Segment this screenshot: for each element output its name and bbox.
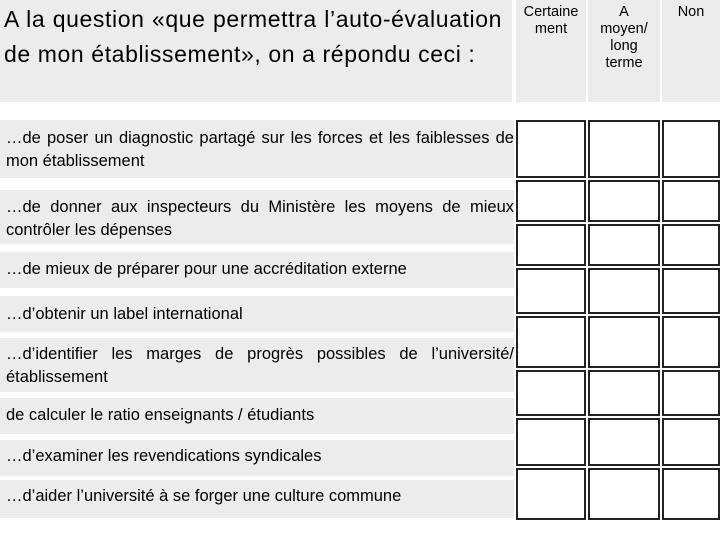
answer-grid xyxy=(516,120,720,520)
question-8: …d’aider l’université à se forger une culture commune xyxy=(6,487,402,505)
question-1: …de poser un diagnostic partagé sur les forces et les faiblesses de mon établissement xyxy=(6,129,514,170)
question-7: …d’examiner les revendications syndicales xyxy=(6,447,322,465)
answer-cell-moyen-long-terme[interactable] xyxy=(588,316,660,368)
answer-cell-non[interactable] xyxy=(662,224,720,266)
answer-cell-non[interactable] xyxy=(662,120,720,178)
answer-cell-certainement[interactable] xyxy=(516,418,586,466)
question-3: …de mieux de préparer pour une accréditation externe xyxy=(6,260,407,278)
page-title: A la question «que permettra l’auto-évaluation de mon établissement», on a répondu ceci : xyxy=(4,6,502,67)
column-header-moyen-long-terme: A moyen/ long terme xyxy=(588,0,660,102)
column-header-certainement: Certaine ment xyxy=(516,0,586,102)
answer-cell-non[interactable] xyxy=(662,316,720,368)
answer-cell-moyen-long-terme[interactable] xyxy=(588,268,660,314)
answer-cell-non[interactable] xyxy=(662,370,720,416)
question-6: de calculer le ratio enseignants / étudiants xyxy=(6,406,315,424)
question-2: …de donner aux inspecteurs du Ministère les moyens de mieux contrôler les dépenses xyxy=(6,198,514,239)
answer-cell-moyen-long-terme[interactable] xyxy=(588,468,660,520)
answer-cell-moyen-long-terme[interactable] xyxy=(588,120,660,178)
title-box xyxy=(0,0,512,102)
answer-cell-certainement[interactable] xyxy=(516,468,586,520)
answer-cell-non[interactable] xyxy=(662,418,720,466)
answer-cell-moyen-long-terme[interactable] xyxy=(588,224,660,266)
answer-cell-certainement[interactable] xyxy=(516,268,586,314)
answer-cell-non[interactable] xyxy=(662,468,720,520)
answer-cell-certainement[interactable] xyxy=(516,370,586,416)
answer-cell-certainement[interactable] xyxy=(516,120,586,178)
answer-cell-moyen-long-terme[interactable] xyxy=(588,180,660,222)
answer-cell-non[interactable] xyxy=(662,268,720,314)
answer-cell-non[interactable] xyxy=(662,180,720,222)
answer-cell-certainement[interactable] xyxy=(516,316,586,368)
question-4: …d’obtenir un label international xyxy=(6,305,243,323)
answer-cell-certainement[interactable] xyxy=(516,224,586,266)
question-5: …d’identifier les marges de progrès possibles de l’université/établissement xyxy=(6,345,514,386)
answer-cell-moyen-long-terme[interactable] xyxy=(588,418,660,466)
answer-cell-certainement[interactable] xyxy=(516,180,586,222)
column-header-non: Non xyxy=(662,0,720,102)
answer-cell-moyen-long-terme[interactable] xyxy=(588,370,660,416)
